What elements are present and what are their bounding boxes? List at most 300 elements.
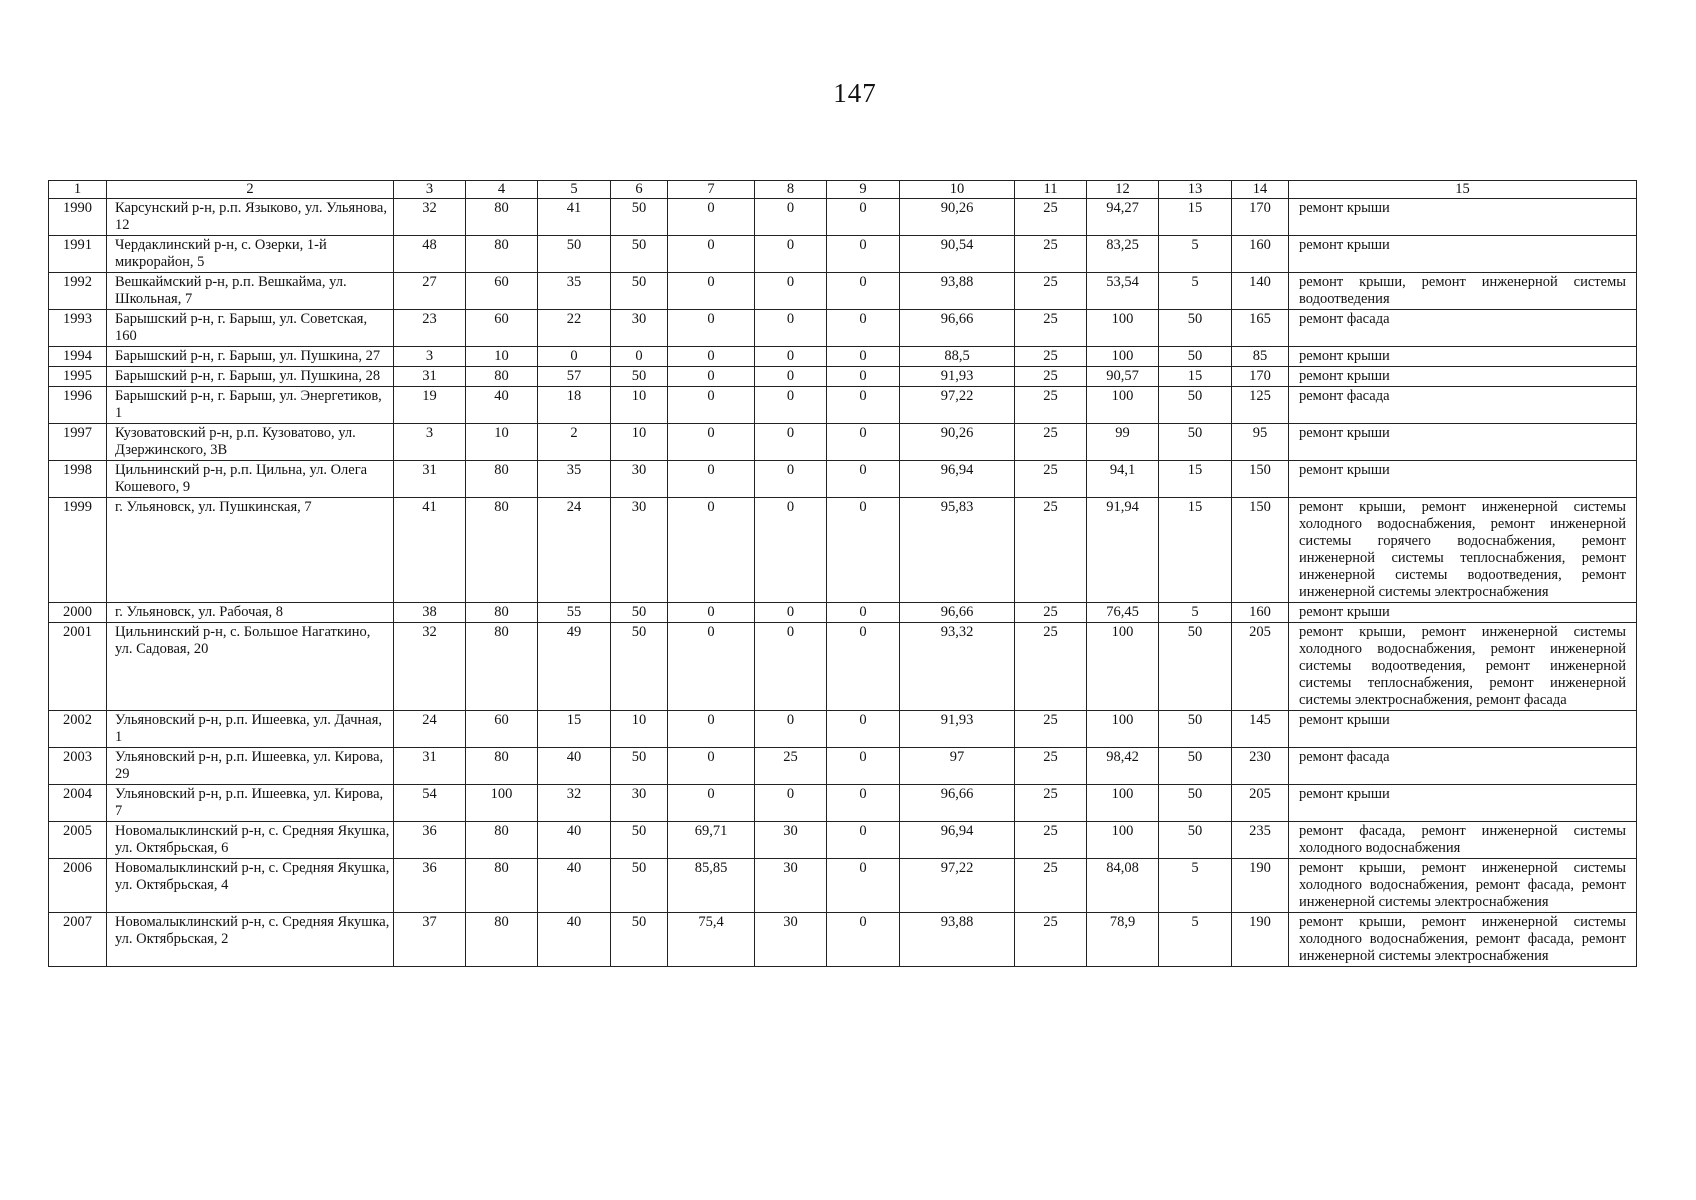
table-row bbox=[49, 310, 1637, 347]
table-row bbox=[49, 347, 1637, 367]
col-9-value-cell: 0 bbox=[827, 367, 900, 387]
row-number-cell: 2005 bbox=[49, 822, 107, 859]
row-number-cell: 1992 bbox=[49, 273, 107, 310]
col-6-value-cell: 50 bbox=[611, 822, 668, 859]
col-9-value-cell: 0 bbox=[827, 498, 900, 603]
repair-works-cell: ремонт крыши, ремонт инженерной системы холодного водоснабжения, ремонт инженерной системы водоотведения, ремонт инженерной системы теплоснабжения, ремонт инженерной системы электроснабжения, ремонт фасада bbox=[1289, 623, 1637, 711]
col-12-value-cell: 83,25 bbox=[1087, 236, 1159, 273]
col-14-value-cell: 165 bbox=[1232, 310, 1289, 347]
col-3-value-cell: 3 bbox=[394, 424, 466, 461]
repair-works-cell: ремонт крыши bbox=[1289, 603, 1637, 623]
col-9-value-cell: 0 bbox=[827, 859, 900, 913]
col-11-value-cell: 25 bbox=[1015, 273, 1087, 310]
col-3-value-cell: 3 bbox=[394, 347, 466, 367]
address-cell: Новомалыклинский р-н, с. Средняя Якушка, ул. Октябрьская, 2 bbox=[107, 913, 394, 967]
row-number-cell: 2001 bbox=[49, 623, 107, 711]
col-8-value-cell: 30 bbox=[755, 913, 827, 967]
col-4-value-cell: 80 bbox=[466, 859, 538, 913]
col-12-value-cell: 94,1 bbox=[1087, 461, 1159, 498]
col-11-value-cell: 25 bbox=[1015, 367, 1087, 387]
table-row bbox=[49, 623, 1637, 711]
col-4-value-cell: 80 bbox=[466, 822, 538, 859]
col-13-value-cell: 5 bbox=[1159, 859, 1232, 913]
col-10-value-cell: 90,26 bbox=[900, 424, 1015, 461]
col-9-value-cell: 0 bbox=[827, 310, 900, 347]
row-number-cell: 1994 bbox=[49, 347, 107, 367]
col-5-value-cell: 40 bbox=[538, 822, 611, 859]
column-number-row bbox=[49, 181, 1637, 199]
col-5-value-cell: 41 bbox=[538, 199, 611, 236]
col-13-value-cell: 5 bbox=[1159, 603, 1232, 623]
col-3-value-cell: 37 bbox=[394, 913, 466, 967]
col-4-value-cell: 80 bbox=[466, 913, 538, 967]
col-8-value-cell: 0 bbox=[755, 199, 827, 236]
col-8-value-cell: 25 bbox=[755, 748, 827, 785]
address-cell: Кузоватовский р-н, р.п. Кузоватово, ул. Дзержинского, 3В bbox=[107, 424, 394, 461]
col-7-value-cell: 0 bbox=[668, 273, 755, 310]
col-5-value-cell: 32 bbox=[538, 785, 611, 822]
col-5-value-cell: 18 bbox=[538, 387, 611, 424]
table-row bbox=[49, 711, 1637, 748]
col-7-value-cell: 0 bbox=[668, 199, 755, 236]
col-header-12: 12 bbox=[1087, 181, 1159, 199]
row-number-cell: 1999 bbox=[49, 498, 107, 603]
col-6-value-cell: 10 bbox=[611, 387, 668, 424]
col-10-value-cell: 88,5 bbox=[900, 347, 1015, 367]
col-9-value-cell: 0 bbox=[827, 785, 900, 822]
col-14-value-cell: 205 bbox=[1232, 623, 1289, 711]
col-6-value-cell: 50 bbox=[611, 748, 668, 785]
col-3-value-cell: 48 bbox=[394, 236, 466, 273]
col-7-value-cell: 0 bbox=[668, 785, 755, 822]
col-12-value-cell: 84,08 bbox=[1087, 859, 1159, 913]
col-11-value-cell: 25 bbox=[1015, 785, 1087, 822]
table-row bbox=[49, 387, 1637, 424]
address-cell: Карсунский р-н, р.п. Языково, ул. Ульянова, 12 bbox=[107, 199, 394, 236]
col-6-value-cell: 50 bbox=[611, 913, 668, 967]
row-number-cell: 1990 bbox=[49, 199, 107, 236]
col-8-value-cell: 30 bbox=[755, 859, 827, 913]
col-12-value-cell: 99 bbox=[1087, 424, 1159, 461]
col-8-value-cell: 0 bbox=[755, 603, 827, 623]
table-row bbox=[49, 367, 1637, 387]
address-cell: Барышский р-н, г. Барыш, ул. Пушкина, 28 bbox=[107, 367, 394, 387]
col-7-value-cell: 0 bbox=[668, 347, 755, 367]
col-12-value-cell: 91,94 bbox=[1087, 498, 1159, 603]
col-6-value-cell: 50 bbox=[611, 603, 668, 623]
col-5-value-cell: 0 bbox=[538, 347, 611, 367]
col-header-13: 13 bbox=[1159, 181, 1232, 199]
col-13-value-cell: 50 bbox=[1159, 822, 1232, 859]
col-9-value-cell: 0 bbox=[827, 603, 900, 623]
repair-program-table bbox=[48, 180, 1637, 967]
table-row bbox=[49, 236, 1637, 273]
col-6-value-cell: 10 bbox=[611, 711, 668, 748]
col-5-value-cell: 40 bbox=[538, 859, 611, 913]
col-7-value-cell: 0 bbox=[668, 236, 755, 273]
col-3-value-cell: 27 bbox=[394, 273, 466, 310]
address-cell: Новомалыклинский р-н, с. Средняя Якушка, ул. Октябрьская, 6 bbox=[107, 822, 394, 859]
col-11-value-cell: 25 bbox=[1015, 822, 1087, 859]
table-row bbox=[49, 913, 1637, 967]
col-3-value-cell: 38 bbox=[394, 603, 466, 623]
table-row bbox=[49, 199, 1637, 236]
col-11-value-cell: 25 bbox=[1015, 623, 1087, 711]
col-11-value-cell: 25 bbox=[1015, 859, 1087, 913]
col-header-3: 3 bbox=[394, 181, 466, 199]
col-4-value-cell: 80 bbox=[466, 236, 538, 273]
col-8-value-cell: 0 bbox=[755, 498, 827, 603]
col-8-value-cell: 0 bbox=[755, 785, 827, 822]
col-6-value-cell: 50 bbox=[611, 273, 668, 310]
address-cell: Цильнинский р-н, с. Большое Нагаткино, ул. Садовая, 20 bbox=[107, 623, 394, 711]
col-11-value-cell: 25 bbox=[1015, 748, 1087, 785]
col-7-value-cell: 69,71 bbox=[668, 822, 755, 859]
col-8-value-cell: 0 bbox=[755, 387, 827, 424]
col-13-value-cell: 15 bbox=[1159, 461, 1232, 498]
col-13-value-cell: 50 bbox=[1159, 424, 1232, 461]
col-9-value-cell: 0 bbox=[827, 748, 900, 785]
col-14-value-cell: 140 bbox=[1232, 273, 1289, 310]
repair-works-cell: ремонт крыши bbox=[1289, 199, 1637, 236]
row-number-cell: 2006 bbox=[49, 859, 107, 913]
col-11-value-cell: 25 bbox=[1015, 913, 1087, 967]
repair-works-cell: ремонт крыши bbox=[1289, 461, 1637, 498]
col-10-value-cell: 97,22 bbox=[900, 387, 1015, 424]
col-7-value-cell: 0 bbox=[668, 310, 755, 347]
col-9-value-cell: 0 bbox=[827, 236, 900, 273]
col-9-value-cell: 0 bbox=[827, 461, 900, 498]
col-4-value-cell: 80 bbox=[466, 623, 538, 711]
col-7-value-cell: 0 bbox=[668, 498, 755, 603]
col-9-value-cell: 0 bbox=[827, 347, 900, 367]
table-row bbox=[49, 603, 1637, 623]
col-14-value-cell: 230 bbox=[1232, 748, 1289, 785]
col-13-value-cell: 50 bbox=[1159, 310, 1232, 347]
col-12-value-cell: 90,57 bbox=[1087, 367, 1159, 387]
col-12-value-cell: 53,54 bbox=[1087, 273, 1159, 310]
col-8-value-cell: 0 bbox=[755, 367, 827, 387]
col-5-value-cell: 15 bbox=[538, 711, 611, 748]
row-number-cell: 2004 bbox=[49, 785, 107, 822]
repair-works-cell: ремонт крыши bbox=[1289, 424, 1637, 461]
col-7-value-cell: 0 bbox=[668, 387, 755, 424]
col-3-value-cell: 41 bbox=[394, 498, 466, 603]
col-14-value-cell: 95 bbox=[1232, 424, 1289, 461]
col-10-value-cell: 96,66 bbox=[900, 603, 1015, 623]
col-13-value-cell: 15 bbox=[1159, 367, 1232, 387]
col-8-value-cell: 0 bbox=[755, 623, 827, 711]
row-number-cell: 2000 bbox=[49, 603, 107, 623]
row-number-cell: 2003 bbox=[49, 748, 107, 785]
col-5-value-cell: 35 bbox=[538, 273, 611, 310]
col-9-value-cell: 0 bbox=[827, 199, 900, 236]
col-6-value-cell: 0 bbox=[611, 347, 668, 367]
col-13-value-cell: 50 bbox=[1159, 623, 1232, 711]
col-14-value-cell: 160 bbox=[1232, 603, 1289, 623]
col-13-value-cell: 50 bbox=[1159, 387, 1232, 424]
address-cell: Барышский р-н, г. Барыш, ул. Советская, 160 bbox=[107, 310, 394, 347]
row-number-cell: 2007 bbox=[49, 913, 107, 967]
col-3-value-cell: 24 bbox=[394, 711, 466, 748]
col-5-value-cell: 55 bbox=[538, 603, 611, 623]
col-12-value-cell: 100 bbox=[1087, 310, 1159, 347]
repair-works-cell: ремонт крыши, ремонт инженерной системы холодного водоснабжения, ремонт фасада, ремонт инженерной системы электроснабжения bbox=[1289, 859, 1637, 913]
col-6-value-cell: 30 bbox=[611, 461, 668, 498]
col-3-value-cell: 31 bbox=[394, 748, 466, 785]
col-header-7: 7 bbox=[668, 181, 755, 199]
col-5-value-cell: 40 bbox=[538, 913, 611, 967]
col-14-value-cell: 170 bbox=[1232, 367, 1289, 387]
table-row bbox=[49, 822, 1637, 859]
address-cell: Новомалыклинский р-н, с. Средняя Якушка, ул. Октябрьская, 4 bbox=[107, 859, 394, 913]
col-14-value-cell: 150 bbox=[1232, 498, 1289, 603]
col-11-value-cell: 25 bbox=[1015, 603, 1087, 623]
col-4-value-cell: 10 bbox=[466, 424, 538, 461]
col-10-value-cell: 91,93 bbox=[900, 711, 1015, 748]
col-header-9: 9 bbox=[827, 181, 900, 199]
col-header-6: 6 bbox=[611, 181, 668, 199]
address-cell: Ульяновский р-н, р.п. Ишеевка, ул. Кирова, 7 bbox=[107, 785, 394, 822]
col-10-value-cell: 91,93 bbox=[900, 367, 1015, 387]
col-14-value-cell: 190 bbox=[1232, 913, 1289, 967]
col-8-value-cell: 0 bbox=[755, 273, 827, 310]
col-7-value-cell: 75,4 bbox=[668, 913, 755, 967]
repair-works-cell: ремонт фасада bbox=[1289, 748, 1637, 785]
col-14-value-cell: 160 bbox=[1232, 236, 1289, 273]
col-7-value-cell: 0 bbox=[668, 367, 755, 387]
col-13-value-cell: 5 bbox=[1159, 273, 1232, 310]
repair-works-cell: ремонт крыши, ремонт инженерной системы водоотведения bbox=[1289, 273, 1637, 310]
col-header-4: 4 bbox=[466, 181, 538, 199]
col-6-value-cell: 50 bbox=[611, 236, 668, 273]
col-9-value-cell: 0 bbox=[827, 424, 900, 461]
col-6-value-cell: 50 bbox=[611, 367, 668, 387]
col-13-value-cell: 50 bbox=[1159, 711, 1232, 748]
col-header-14: 14 bbox=[1232, 181, 1289, 199]
col-header-8: 8 bbox=[755, 181, 827, 199]
col-10-value-cell: 96,66 bbox=[900, 785, 1015, 822]
col-9-value-cell: 0 bbox=[827, 387, 900, 424]
col-5-value-cell: 2 bbox=[538, 424, 611, 461]
col-12-value-cell: 98,42 bbox=[1087, 748, 1159, 785]
col-7-value-cell: 0 bbox=[668, 623, 755, 711]
col-12-value-cell: 100 bbox=[1087, 822, 1159, 859]
col-header-15: 15 bbox=[1289, 181, 1637, 199]
col-14-value-cell: 170 bbox=[1232, 199, 1289, 236]
col-4-value-cell: 100 bbox=[466, 785, 538, 822]
repair-works-cell: ремонт крыши bbox=[1289, 785, 1637, 822]
table-row bbox=[49, 498, 1637, 603]
table-body bbox=[49, 199, 1637, 967]
address-cell: г. Ульяновск, ул. Рабочая, 8 bbox=[107, 603, 394, 623]
col-11-value-cell: 25 bbox=[1015, 461, 1087, 498]
repair-works-cell: ремонт крыши bbox=[1289, 711, 1637, 748]
repair-works-cell: ремонт крыши, ремонт инженерной системы холодного водоснабжения, ремонт инженерной системы горячего водоснабжения, ремонт инженерной системы теплоснабжения, ремонт инженерной системы водоотведения, ремонт инженерной системы электроснабжения bbox=[1289, 498, 1637, 603]
col-6-value-cell: 30 bbox=[611, 498, 668, 603]
row-number-cell: 1997 bbox=[49, 424, 107, 461]
col-9-value-cell: 0 bbox=[827, 623, 900, 711]
repair-works-cell: ремонт фасада bbox=[1289, 310, 1637, 347]
col-10-value-cell: 96,94 bbox=[900, 822, 1015, 859]
address-cell: Цильнинский р-н, р.п. Цильна, ул. Олега Кошевого, 9 bbox=[107, 461, 394, 498]
row-number-cell: 1998 bbox=[49, 461, 107, 498]
col-8-value-cell: 0 bbox=[755, 711, 827, 748]
col-header-5: 5 bbox=[538, 181, 611, 199]
table-row bbox=[49, 859, 1637, 913]
col-4-value-cell: 80 bbox=[466, 199, 538, 236]
col-header-11: 11 bbox=[1015, 181, 1087, 199]
col-6-value-cell: 10 bbox=[611, 424, 668, 461]
col-10-value-cell: 90,54 bbox=[900, 236, 1015, 273]
col-14-value-cell: 190 bbox=[1232, 859, 1289, 913]
col-13-value-cell: 5 bbox=[1159, 236, 1232, 273]
col-5-value-cell: 49 bbox=[538, 623, 611, 711]
col-4-value-cell: 80 bbox=[466, 603, 538, 623]
repair-works-cell: ремонт фасада, ремонт инженерной системы холодного водоснабжения bbox=[1289, 822, 1637, 859]
col-8-value-cell: 0 bbox=[755, 461, 827, 498]
col-3-value-cell: 36 bbox=[394, 859, 466, 913]
col-14-value-cell: 205 bbox=[1232, 785, 1289, 822]
col-4-value-cell: 10 bbox=[466, 347, 538, 367]
col-10-value-cell: 96,66 bbox=[900, 310, 1015, 347]
col-6-value-cell: 50 bbox=[611, 623, 668, 711]
col-14-value-cell: 150 bbox=[1232, 461, 1289, 498]
col-10-value-cell: 93,88 bbox=[900, 273, 1015, 310]
address-cell: Чердаклинский р-н, с. Озерки, 1-й микрорайон, 5 bbox=[107, 236, 394, 273]
col-5-value-cell: 22 bbox=[538, 310, 611, 347]
repair-works-cell: ремонт крыши bbox=[1289, 347, 1637, 367]
col-13-value-cell: 15 bbox=[1159, 199, 1232, 236]
col-11-value-cell: 25 bbox=[1015, 711, 1087, 748]
col-6-value-cell: 30 bbox=[611, 785, 668, 822]
col-11-value-cell: 25 bbox=[1015, 236, 1087, 273]
table-row bbox=[49, 461, 1637, 498]
row-number-cell: 1991 bbox=[49, 236, 107, 273]
col-9-value-cell: 0 bbox=[827, 711, 900, 748]
col-11-value-cell: 25 bbox=[1015, 387, 1087, 424]
col-3-value-cell: 54 bbox=[394, 785, 466, 822]
col-10-value-cell: 97,22 bbox=[900, 859, 1015, 913]
col-9-value-cell: 0 bbox=[827, 273, 900, 310]
col-4-value-cell: 60 bbox=[466, 273, 538, 310]
address-cell: Ульяновский р-н, р.п. Ишеевка, ул. Дачная, 1 bbox=[107, 711, 394, 748]
col-8-value-cell: 0 bbox=[755, 424, 827, 461]
row-number-cell: 1993 bbox=[49, 310, 107, 347]
col-4-value-cell: 60 bbox=[466, 711, 538, 748]
col-7-value-cell: 0 bbox=[668, 461, 755, 498]
repair-works-cell: ремонт фасада bbox=[1289, 387, 1637, 424]
col-13-value-cell: 50 bbox=[1159, 748, 1232, 785]
col-14-value-cell: 235 bbox=[1232, 822, 1289, 859]
col-7-value-cell: 85,85 bbox=[668, 859, 755, 913]
col-header-2: 2 bbox=[107, 181, 394, 199]
table-row bbox=[49, 785, 1637, 822]
col-3-value-cell: 19 bbox=[394, 387, 466, 424]
col-12-value-cell: 100 bbox=[1087, 387, 1159, 424]
col-8-value-cell: 0 bbox=[755, 236, 827, 273]
col-5-value-cell: 57 bbox=[538, 367, 611, 387]
col-10-value-cell: 95,83 bbox=[900, 498, 1015, 603]
address-cell: Барышский р-н, г. Барыш, ул. Пушкина, 27 bbox=[107, 347, 394, 367]
col-5-value-cell: 35 bbox=[538, 461, 611, 498]
col-5-value-cell: 40 bbox=[538, 748, 611, 785]
col-10-value-cell: 97 bbox=[900, 748, 1015, 785]
col-14-value-cell: 145 bbox=[1232, 711, 1289, 748]
table-row bbox=[49, 424, 1637, 461]
col-14-value-cell: 85 bbox=[1232, 347, 1289, 367]
col-3-value-cell: 31 bbox=[394, 367, 466, 387]
col-7-value-cell: 0 bbox=[668, 711, 755, 748]
col-12-value-cell: 78,9 bbox=[1087, 913, 1159, 967]
col-9-value-cell: 0 bbox=[827, 822, 900, 859]
col-8-value-cell: 0 bbox=[755, 310, 827, 347]
repair-works-cell: ремонт крыши, ремонт инженерной системы холодного водоснабжения, ремонт фасада, ремонт инженерной системы электроснабжения bbox=[1289, 913, 1637, 967]
col-9-value-cell: 0 bbox=[827, 913, 900, 967]
col-10-value-cell: 96,94 bbox=[900, 461, 1015, 498]
col-3-value-cell: 23 bbox=[394, 310, 466, 347]
col-4-value-cell: 40 bbox=[466, 387, 538, 424]
col-13-value-cell: 50 bbox=[1159, 347, 1232, 367]
col-12-value-cell: 100 bbox=[1087, 623, 1159, 711]
col-12-value-cell: 76,45 bbox=[1087, 603, 1159, 623]
col-6-value-cell: 50 bbox=[611, 199, 668, 236]
col-12-value-cell: 100 bbox=[1087, 711, 1159, 748]
col-4-value-cell: 60 bbox=[466, 310, 538, 347]
col-11-value-cell: 25 bbox=[1015, 310, 1087, 347]
col-12-value-cell: 100 bbox=[1087, 347, 1159, 367]
col-11-value-cell: 25 bbox=[1015, 424, 1087, 461]
col-11-value-cell: 25 bbox=[1015, 498, 1087, 603]
col-7-value-cell: 0 bbox=[668, 748, 755, 785]
col-11-value-cell: 25 bbox=[1015, 199, 1087, 236]
col-12-value-cell: 94,27 bbox=[1087, 199, 1159, 236]
col-10-value-cell: 90,26 bbox=[900, 199, 1015, 236]
col-3-value-cell: 32 bbox=[394, 623, 466, 711]
col-13-value-cell: 15 bbox=[1159, 498, 1232, 603]
col-3-value-cell: 31 bbox=[394, 461, 466, 498]
table-row bbox=[49, 273, 1637, 310]
col-14-value-cell: 125 bbox=[1232, 387, 1289, 424]
row-number-cell: 1996 bbox=[49, 387, 107, 424]
address-cell: Ульяновский р-н, р.п. Ишеевка, ул. Кирова, 29 bbox=[107, 748, 394, 785]
col-3-value-cell: 32 bbox=[394, 199, 466, 236]
table-row bbox=[49, 748, 1637, 785]
col-3-value-cell: 36 bbox=[394, 822, 466, 859]
col-7-value-cell: 0 bbox=[668, 424, 755, 461]
repair-works-cell: ремонт крыши bbox=[1289, 367, 1637, 387]
col-4-value-cell: 80 bbox=[466, 498, 538, 603]
address-cell: г. Ульяновск, ул. Пушкинская, 7 bbox=[107, 498, 394, 603]
col-header-10: 10 bbox=[900, 181, 1015, 199]
col-12-value-cell: 100 bbox=[1087, 785, 1159, 822]
repair-works-cell: ремонт крыши bbox=[1289, 236, 1637, 273]
col-5-value-cell: 24 bbox=[538, 498, 611, 603]
col-4-value-cell: 80 bbox=[466, 748, 538, 785]
col-header-1: 1 bbox=[49, 181, 107, 199]
page-number: 147 bbox=[833, 78, 877, 108]
col-10-value-cell: 93,88 bbox=[900, 913, 1015, 967]
col-5-value-cell: 50 bbox=[538, 236, 611, 273]
col-8-value-cell: 0 bbox=[755, 347, 827, 367]
col-13-value-cell: 5 bbox=[1159, 913, 1232, 967]
row-number-cell: 1995 bbox=[49, 367, 107, 387]
col-7-value-cell: 0 bbox=[668, 603, 755, 623]
col-8-value-cell: 30 bbox=[755, 822, 827, 859]
col-10-value-cell: 93,32 bbox=[900, 623, 1015, 711]
col-13-value-cell: 50 bbox=[1159, 785, 1232, 822]
col-11-value-cell: 25 bbox=[1015, 347, 1087, 367]
